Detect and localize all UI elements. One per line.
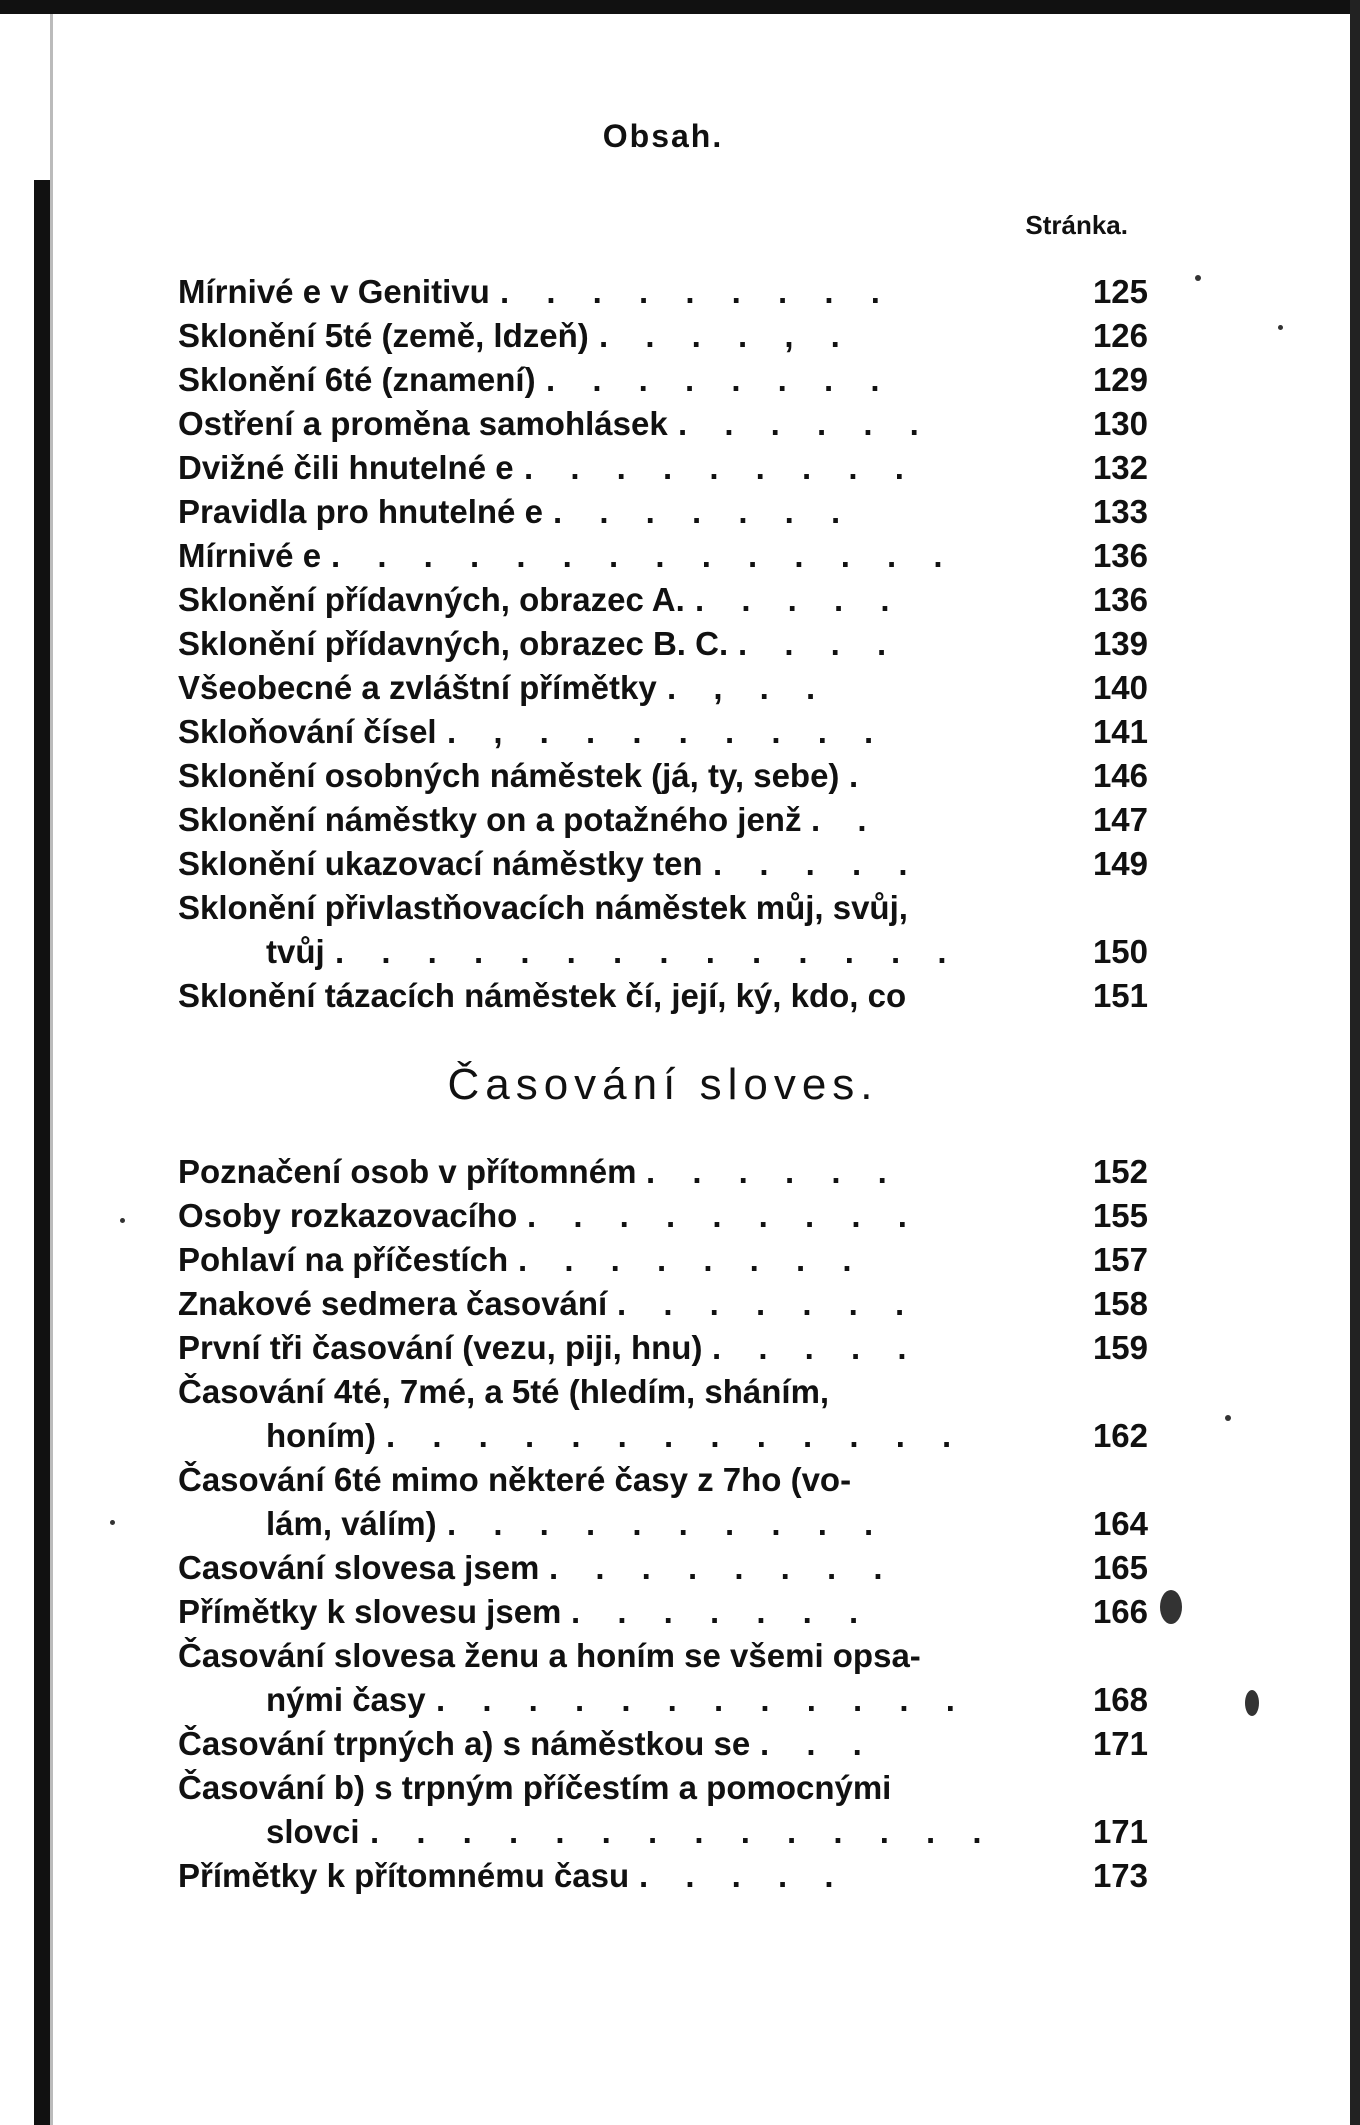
page-border-right [1350,0,1360,2125]
toc-entry-page: 164 [1092,1505,1148,1542]
toc-entry-page: 173 [1092,1857,1148,1894]
toc-entry-title: Časování 4té, 7mé, a 5té (hledím, sháním, [178,1373,830,1410]
toc-entry [178,710,1148,754]
toc-entry-leader-dots: . . . . [738,625,901,662]
toc-entry-leader-dots: . . . . . . . . . . [447,1505,888,1542]
toc-entry-leader-dots: . . . . . . . . . . . . . [386,1417,966,1454]
toc-entry [178,1810,1148,1854]
toc-entry [178,1722,1148,1766]
toc-entry-page: 171 [1092,1725,1148,1762]
toc-entry-title: slovci [266,1813,360,1850]
toc-entry [178,490,1148,534]
toc-entry-title: Časování slovesa ženu a honím se všemi opsa- [178,1637,921,1674]
toc-entry-page: 130 [1092,405,1148,442]
toc-entry-title: Pohlaví na příčestích [178,1241,509,1278]
toc-entry-title: Časování trpných a) s náměstkou se [178,1725,751,1762]
toc-entry-leader-dots: . . . . . . . . . [527,1197,921,1234]
toc-entry-page: 171 [1092,1813,1148,1850]
toc-entry-page: 133 [1092,493,1148,530]
toc-entry-title: Přímětky k slovesu jsem [178,1593,562,1630]
toc-entry [178,1150,1148,1194]
toc-entry-title: Přímětky k přítomnému času [178,1857,630,1894]
print-speck [110,1520,115,1525]
toc-entry-page: 146 [1092,757,1148,794]
toc-entry-title: lám, válím) [266,1505,437,1542]
toc-entry-title: Sklonění ukazovací náměstky ten [178,845,703,882]
toc-entry [178,402,1148,446]
toc-entry-title: Mírnivé e v Genitivu [178,273,490,310]
toc-entry [178,314,1148,358]
toc-entry [178,534,1148,578]
toc-entry-title: tvůj [266,933,325,970]
toc-entry [178,1238,1148,1282]
toc-entry-leader-dots: . . [811,801,881,838]
toc-entry-title: Časování b) s trpným příčestím a pomocnými [178,1769,892,1806]
toc-entry-leader-dots: . . . . . . [678,405,933,442]
toc-entry [178,1370,1148,1414]
toc-entry-page: 158 [1092,1285,1148,1322]
section-heading: Časování sloves. [447,1060,879,1109]
toc-entry-leader-dots: . . . . . . . . [549,1549,897,1586]
print-blot [1245,1690,1259,1716]
toc-list-declension [178,270,1148,1018]
toc-entry-page: 165 [1092,1549,1148,1586]
toc-entry-leader-dots: . . . . . [712,1329,921,1366]
toc-entry-title: První tři časování (vezu, piji, hnu) [178,1329,703,1366]
toc-entry-title: Ostření a proměna samohlásek [178,405,668,442]
toc-entry-leader-dots: . . . . . [639,1857,848,1894]
page-border-top [0,0,1360,14]
page-border-left [34,180,50,2125]
toc-entry [178,1326,1148,1370]
toc-entry-page: 140 [1092,669,1148,706]
page-title: Obsah. [602,118,724,154]
toc-entry-leader-dots: . . . . . . . . . . . . . . [370,1813,996,1850]
toc-entry [178,1634,1148,1678]
toc-entry [178,1854,1148,1898]
toc-entry-page: 166 [1092,1593,1148,1630]
toc-entry-leader-dots: . . . . . . . . . . . . . . [331,537,957,574]
toc-entry-page: 141 [1092,713,1148,750]
toc-entry-title: Sklonění náměstky on a potažného jenž [178,801,802,838]
toc-entry-page: 162 [1092,1417,1148,1454]
toc-entry [178,842,1148,886]
toc-entry-title: Casování slovesa jsem [178,1549,540,1586]
toc-entry [178,1678,1148,1722]
toc-entry-page: 139 [1092,625,1148,662]
toc-entry-leader-dots: . . . . . . . [571,1593,873,1630]
toc-entry-leader-dots: . . . . . . . . [518,1241,866,1278]
print-speck [1225,1415,1231,1421]
toc-entry-title: Poznačení osob v přítomném [178,1153,637,1190]
toc-entry [178,1282,1148,1326]
toc-entry-page: 132 [1092,449,1148,486]
toc-entry [178,798,1148,842]
toc-entry-page: 136 [1092,581,1148,618]
toc-entry [178,1194,1148,1238]
toc-entry-leader-dots: . [849,757,873,794]
page-column-label: Stránka. [1025,210,1128,240]
toc-entry-leader-dots: . . . . . . . [553,493,855,530]
toc-entry [178,1502,1148,1546]
toc-entry-page: 151 [1092,977,1148,1014]
toc-entry-title: nými časy [266,1681,426,1718]
toc-entry-title: Dvižné čili hnutelné e [178,449,514,486]
toc-entry-title: Sklonění 6té (znamení) [178,361,536,398]
toc-entry-leader-dots: . . . . , . [599,317,854,354]
toc-entry [178,1458,1148,1502]
toc-entry [178,622,1148,666]
toc-entry-page: 168 [1092,1681,1148,1718]
toc-entry [178,930,1148,974]
toc-entry-title: Sklonění přivlastňovacích náměstek můj, svůj, [178,889,908,926]
toc-list-conjugation [178,1150,1148,1898]
toc-entry-title: Mírnivé e [178,537,322,574]
toc-entry-page: 157 [1092,1241,1148,1278]
print-speck [120,1218,125,1223]
toc-entry-page: 136 [1092,537,1148,574]
toc-entry-leader-dots: . . . . . . . . . [500,273,894,310]
toc-entry [178,358,1148,402]
toc-entry-leader-dots: . , . . . . . . . . [447,713,888,750]
toc-entry-title: Sklonění tázacích náměstek čí, její, ký, kdo, co [178,977,907,1014]
toc-entry-title: Sklonění osobných náměstek (já, ty, sebe) [178,757,840,794]
toc-entry-title: Časování 6té mimo některé časy z 7ho (vo- [178,1461,852,1498]
toc-entry-title: Znakové sedmera časování [178,1285,608,1322]
toc-entry-title: Osoby rozkazovacího [178,1197,518,1234]
print-speck [1278,325,1283,330]
toc-entry [178,754,1148,798]
toc-entry-title: Sklonění 5té (země, ldzeň) [178,317,589,354]
toc-entry-page: 150 [1092,933,1148,970]
toc-entry [178,974,1148,1018]
toc-entry [178,1546,1148,1590]
print-blot [1160,1590,1182,1624]
toc-entry-title: Skloňování čísel [178,713,437,750]
print-speck [1195,275,1201,281]
toc-entry-leader-dots: . . . . . [695,581,904,618]
toc-entry-title: Sklonění přídavných, obrazec B. C. [178,625,729,662]
toc-entry [178,666,1148,710]
toc-entry-leader-dots: . . . . . . . . . . . . [436,1681,969,1718]
toc-entry-page: 147 [1092,801,1148,838]
toc-entry-page: 149 [1092,845,1148,882]
toc-entry-title: Pravidla pro hnutelné e [178,493,543,530]
toc-entry-title: honím) [266,1417,376,1454]
page-edge-left [50,14,53,2125]
toc-entry-leader-dots: . , . . [667,669,830,706]
toc-entry [178,886,1148,930]
toc-entry-page: 159 [1092,1329,1148,1366]
toc-entry [178,1766,1148,1810]
toc-entry [178,446,1148,490]
toc-entry-leader-dots: . . . . . . [646,1153,901,1190]
toc-entry-page: 129 [1092,361,1148,398]
toc-entry-page: 125 [1092,273,1148,310]
toc-entry-leader-dots: . . . . . [713,845,922,882]
toc-entry-leader-dots: . . . . . . . . [546,361,894,398]
toc-entry-leader-dots: . . . . . . . . . . . . . . [335,933,961,970]
toc-entry-leader-dots: . . . [760,1725,876,1762]
toc-entry-title: Všeobecné a zvláštní přímětky [178,669,657,706]
toc-entry-leader-dots: . . . . . . . . . [524,449,918,486]
toc-entry-page: 155 [1092,1197,1148,1234]
toc-entry [178,1414,1148,1458]
toc-entry [178,270,1148,314]
toc-entry-page: 152 [1092,1153,1148,1190]
toc-entry [178,1590,1148,1634]
toc-entry-page: 126 [1092,317,1148,354]
toc-entry-leader-dots: . . . . . . . [617,1285,919,1322]
toc-entry-title: Sklonění přídavných, obrazec A. [178,581,685,618]
toc-entry [178,578,1148,622]
